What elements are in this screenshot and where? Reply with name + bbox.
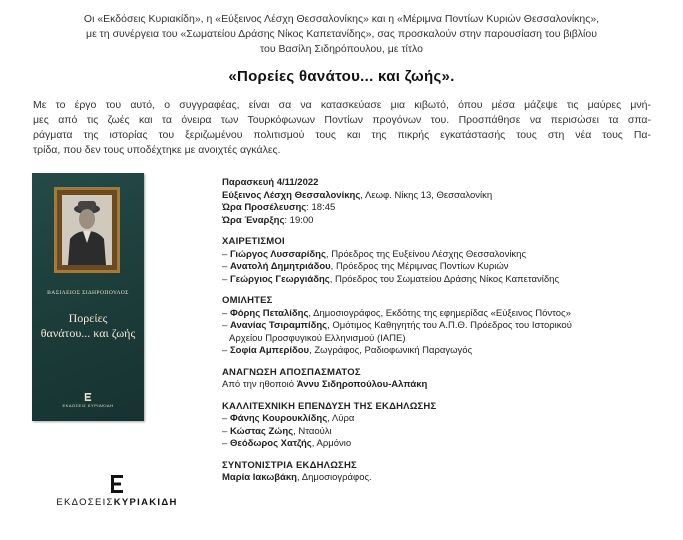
music-section (222, 401, 667, 451)
person-role: , Πρόεδρος της Μέριμνας Ποντίων Κυριών (330, 261, 509, 272)
event-arrival (222, 202, 667, 215)
person-role: , Πρόεδρος της Ευξείνου Λέσχης Θεσσαλονίκης (325, 248, 527, 260)
arrival-time: : 18:45 (306, 202, 336, 213)
start-label: Ώρα Έναρξης (222, 214, 285, 226)
reading-heading: ΑΝΑΓΝΩΣΗ ΑΠΟΣΠΑΣΜΑΤΟΣ (222, 366, 361, 378)
person-role: , Δημοσιογράφος, Εκδότης της εφημερίδας «Εύξεινος Πόντος» (308, 307, 571, 319)
list-item: – Φάνης Κουρουκλίδης, Λύρα (222, 413, 355, 424)
publisher-mark-icon (84, 393, 92, 401)
publisher-logo-icon (107, 475, 127, 493)
person-role: , Πρόεδρος του Σωματείου Δράσης Νίκος Καπετανίδης (329, 273, 560, 285)
coordinator-heading: ΣΥΝΤΟΝΙΣΤΡΙΑ ΕΚΔΗΛΩΣΗΣ (222, 459, 357, 471)
person-role: , Ομότιμος Καθηγητής του Α.Π.Θ. Πρόεδρος του Ιστορικού (327, 320, 572, 331)
person-name: Κώστας Ζώης (229, 425, 294, 437)
portrait-frame (54, 187, 120, 273)
person-name: Σοφία Αμπερίδου (229, 345, 310, 356)
person-name: Γεώργιος Γεωργιάδης (229, 273, 330, 285)
reading-line (222, 379, 667, 392)
description-line: ράγματα της ιστορίας του ξεριζωμένου πολιτισμού τους και της πικρής εγκατάστασής τους στη νέα τους Πα- (33, 129, 651, 141)
person-name: Γιώργος Λυσσαρίδης (229, 248, 326, 260)
intro-line: Οι «Εκδόσεις Κυριακίδη», η «Εύξεινος Λέσχη Θεσσαλονίκης» και η «Μέριμνα Ποντίων Κυριών Θεσσαλονίκης», (83, 13, 600, 25)
person-role: , Λύρα (327, 413, 355, 424)
list-item: – Κώστας Ζώης, Νταούλι (222, 425, 332, 437)
description-line: τρίδα, που δεν τους υποδέχτηκε με ανοιχτές αγκάλες. (33, 144, 281, 156)
description-line: μες από τις ζωές και τα όνειρα των Τουρκόφωνων Ποντίων προγόνων του. Προσπάθησε να περισώσει τα σπα- (33, 114, 651, 126)
list-item: – Σοφία Αμπερίδου, Ζωγράφος, Ραδιοφωνική Παραγωγός (222, 345, 473, 356)
cover-publisher-text: ΕΚΔΟΣΕΙΣ ΚΥΡΙΑΚΙΔΗ (62, 403, 114, 408)
list-item: – Ανατολή Δημητριάδου, Πρόεδρος της Μέριμνας Ποντίων Κυριών (222, 261, 509, 272)
list-item: – Γιώργος Λυσσαρίδης, Πρόεδρος της Ευξείνου Λέσχης Θεσσαλονίκης (222, 248, 527, 260)
event-start (222, 215, 667, 228)
publisher-logo (47, 475, 187, 508)
person-role: , Νταούλι (293, 425, 332, 437)
speakers-section (222, 295, 667, 358)
speakers-heading: ΟΜΙΛΗΤΕΣ (222, 295, 273, 306)
reader-name: Άννυ Σιδηροπούλου-Αλπάκη (296, 379, 428, 390)
coordinator-role: , Δημοσιογράφος. (296, 472, 372, 483)
coordinator-line (222, 472, 667, 485)
person-name: Θεόδωρος Χατζής (229, 438, 312, 449)
coordinator-section (222, 460, 667, 485)
description-line: Με το έργο του αυτό, ο συγγραφέας, είναι σα να κατασκεύασε μια κιβωτό, όπου μέσα μάζεψε τις μαύρες μνή- (33, 99, 651, 111)
event-date: Παρασκευή 4/11/2022 (222, 177, 319, 188)
event-info (222, 177, 667, 227)
list-item-continuation: Αρχείου Προσφυγικού Ελληνισμού (ΙΑΠΕ) (229, 332, 406, 344)
intro-line: με τη συνέργεια του «Σωματείου Δράσης Νίκος Καπετανίδης», σας προσκαλούν στην παρουσίαση του βιβλίου (86, 28, 597, 40)
cover-title-line: θανάτου... και ζωής (40, 326, 136, 340)
arrival-label: Ώρα Προσέλευσης (222, 202, 307, 213)
venue-address: , Λεωφ. Νίκης 13, Θεσσαλονίκη (360, 189, 493, 201)
event-details (222, 177, 667, 485)
cover-title (32, 311, 144, 341)
intro-paragraph (0, 12, 683, 57)
cover-title-line: Πορείες (68, 311, 108, 325)
list-item: – Γεώργιος Γεωργιάδης, Πρόεδρος του Σωματείου Δράσης Νίκος Καπετανίδης (222, 273, 560, 285)
book-title-headline: «Πορείες θανάτου... και ζωής». (228, 68, 455, 85)
list-item: – Θεόδωρος Χατζής, Αρμόνιο (222, 438, 352, 449)
publisher-logo-second: ΚΥΡΙΑΚΙΔΗ (113, 497, 178, 508)
list-item: – Ανανίας Τσιραμπίδης, Ομότιμος Καθηγητής του Α.Π.Θ. Πρόεδρος του Ιστορικού (222, 320, 572, 331)
person-name: Φόρης Πεταλίδης (229, 307, 309, 319)
start-time: : 19:00 (284, 214, 314, 226)
coordinator-name: Μαρία Ιακωβάκη (222, 472, 297, 483)
cover-author: ΒΑΣΙΛΕΙΟΣ ΣΙΔΗΡΟΠΟΥΛΟΣ (47, 290, 129, 296)
description-paragraph (33, 98, 651, 158)
venue-name: Εύξεινος Λέσχη Θεσσαλονίκης (222, 189, 361, 201)
intro-line: του Βασίλη Σιδηρόπουλου, με τίτλο (260, 43, 423, 55)
reading-section (222, 367, 667, 392)
book-cover (32, 173, 144, 421)
person-role: , Ζωγράφος, Ραδιοφωνική Παραγωγός (309, 345, 473, 356)
event-venue (222, 190, 667, 203)
author-portrait (62, 195, 112, 265)
cover-publisher (32, 393, 144, 408)
person-name: Ανανίας Τσιραμπίδης (229, 320, 328, 331)
person-name: Φάνης Κουρουκλίδης (229, 413, 328, 424)
person-role: , Αρμόνιο (311, 438, 352, 449)
list-item: – Φόρης Πεταλίδης, Δημοσιογράφος, Εκδότης της εφημερίδας «Εύξεινος Πόντος» (222, 307, 571, 319)
greetings-heading: ΧΑΙΡΕΤΙΣΜΟΙ (222, 236, 285, 247)
publisher-logo-first: ΕΚΔΟΣΕΙΣ (56, 497, 114, 508)
person-name: Ανατολή Δημητριάδου (229, 261, 331, 272)
music-heading: ΚΑΛΛΙΤΕΧΝΙΚΗ ΕΠΕΝΔΥΣΗ ΤΗΣ ΕΚΔΗΛΩΣΗΣ (222, 400, 437, 412)
greetings-section (222, 236, 667, 286)
reading-text: Από την ηθοποιό (222, 379, 297, 390)
